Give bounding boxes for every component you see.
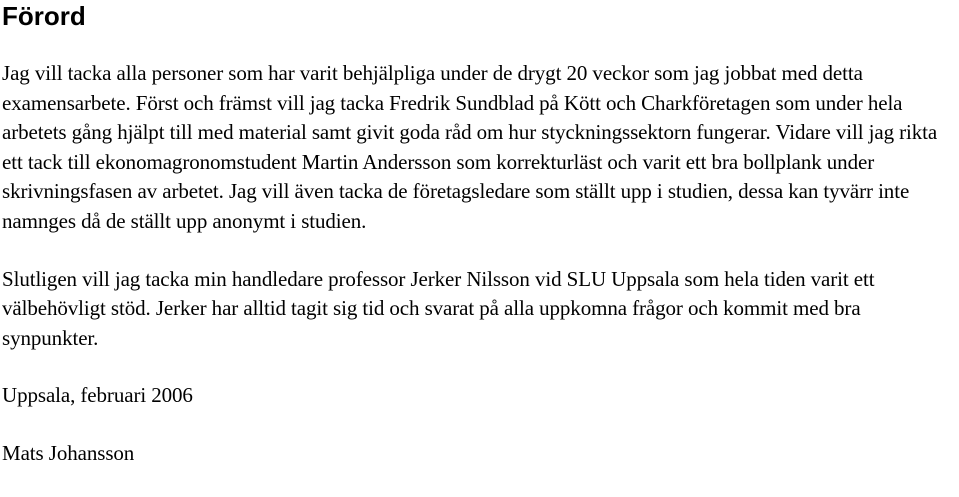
paragraph-supervisor: Slutligen vill jag tacka min handledare professor Jerker Nilsson vid SLU Uppsala som hela tiden varit ett välbehövligt stöd. Jerker har alltid tagit sig tid och svarat på alla uppkomna frågor och kommit med bra synpunkter. [2,266,875,350]
page-title: Förord [2,1,86,31]
signature-name: Mats Johansson [2,440,135,465]
paragraph-acknowledgements: Jag vill tacka alla personer som har varit behjälpliga under de drygt 20 veckor som jag jobbat med detta examensarbete. Först och främst vill jag tacka Fredrik Sundblad på Kött och Charkföretagen som under hela arbetets gång hjälpt till med material samt givit goda råd om hur styckningssektorn fungerar. Vidare vill jag rikta ett tack till ekonomagronomstudent Martin Andersson som korrekturläst och varit ett bra bollplank under skrivningsfasen av arbetet. Jag vill även tacka de företagsledare som ställt upp i studien, dessa kan tyvärr inte namnges då de ställt upp anonymt i studien. [2,61,938,233]
document-page [2,0,952,469]
place-date: Uppsala, februari 2006 [2,383,193,408]
